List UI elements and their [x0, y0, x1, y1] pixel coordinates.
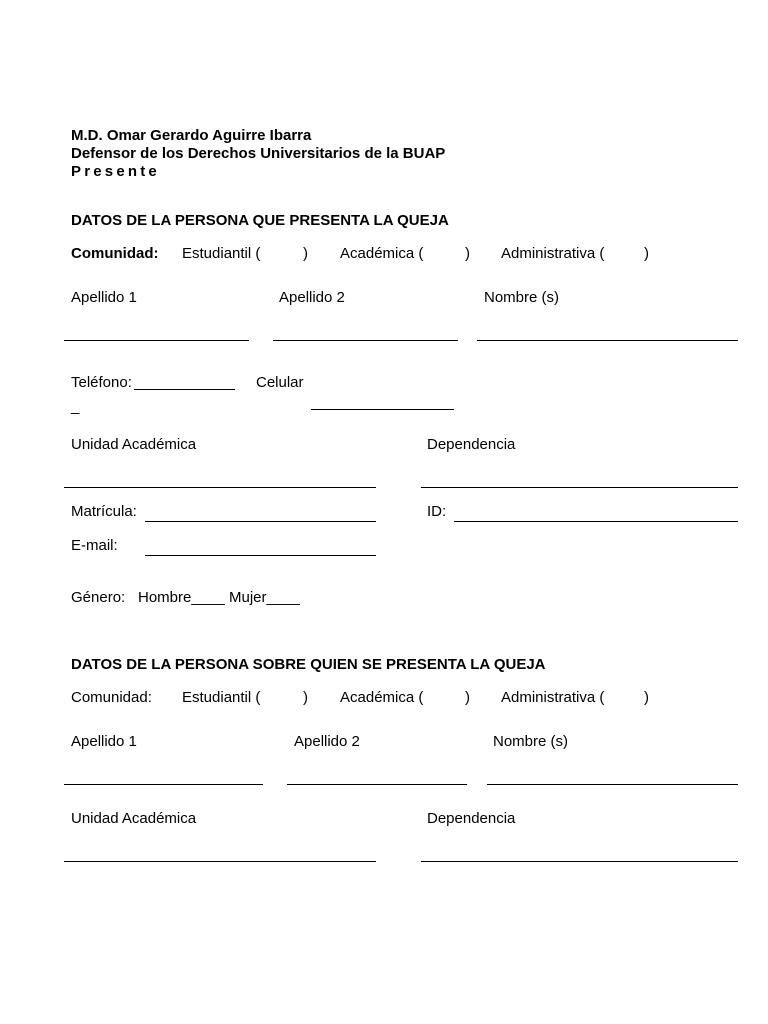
- section1-id-field[interactable]: [454, 521, 738, 522]
- section1-apellido2-field[interactable]: [273, 340, 458, 341]
- section1-mujer-option[interactable]: Mujer____: [229, 589, 300, 606]
- section1-dependencia-field[interactable]: [421, 487, 738, 488]
- section1-nombre-field[interactable]: [477, 340, 738, 341]
- section1-unidad-field[interactable]: [64, 487, 376, 488]
- section1-genero-label: Género:: [71, 589, 126, 606]
- section2-heading: DATOS DE LA PERSONA SOBRE QUIEN SE PRESENTA LA QUEJA: [71, 656, 546, 673]
- section2-option-academica[interactable]: Académica (: [340, 689, 424, 706]
- section1-hombre-option[interactable]: Hombre____: [138, 589, 225, 606]
- section2-apellido2-field[interactable]: [287, 784, 467, 785]
- section1-apellido2-label: Apellido 2: [279, 289, 345, 306]
- presente-label: Presente: [71, 163, 160, 180]
- section2-option-administrativa-close: ): [644, 689, 649, 706]
- section1-nombre-label: Nombre (s): [484, 289, 560, 306]
- section1-telefono-field[interactable]: [134, 389, 235, 390]
- section2-unidad-field[interactable]: [64, 861, 376, 862]
- section2-nombre-label: Nombre (s): [493, 733, 569, 750]
- section2-option-estudiantil[interactable]: Estudiantil (: [182, 689, 261, 706]
- recipient-name: M.D. Omar Gerardo Aguirre Ibarra: [71, 127, 312, 144]
- section1-matricula-label: Matrícula:: [71, 503, 137, 520]
- section1-email-label: E-mail:: [71, 537, 118, 554]
- section1-telefono-label: Teléfono:: [71, 374, 132, 391]
- section2-apellido2-label: Apellido 2: [294, 733, 360, 750]
- section1-option-academica[interactable]: Académica (: [340, 245, 424, 262]
- section2-option-academica-close: ): [465, 689, 470, 706]
- section2-option-administrativa[interactable]: Administrativa (: [501, 689, 605, 706]
- section1-dash: _: [71, 398, 80, 415]
- section2-apellido1-field[interactable]: [64, 784, 263, 785]
- section1-option-estudiantil-close: ): [303, 245, 308, 262]
- section1-option-estudiantil[interactable]: Estudiantil (: [182, 245, 261, 262]
- section1-apellido1-field[interactable]: [64, 340, 249, 341]
- section1-apellido1-label: Apellido 1: [71, 289, 137, 306]
- section1-comunidad-label: Comunidad:: [71, 245, 159, 262]
- section1-id-label: ID:: [427, 503, 447, 520]
- section2-option-estudiantil-close: ): [303, 689, 308, 706]
- section1-celular-field[interactable]: [311, 409, 454, 410]
- section2-apellido1-label: Apellido 1: [71, 733, 137, 750]
- section1-heading: DATOS DE LA PERSONA QUE PRESENTA LA QUEJA: [71, 212, 449, 229]
- section2-nombre-field[interactable]: [487, 784, 738, 785]
- section2-comunidad-label: Comunidad:: [71, 689, 152, 706]
- section2-dependencia-field[interactable]: [421, 861, 738, 862]
- section1-matricula-field[interactable]: [145, 521, 376, 522]
- section1-email-field[interactable]: [145, 555, 376, 556]
- section2-dependencia-label: Dependencia: [427, 810, 516, 827]
- section1-option-administrativa[interactable]: Administrativa (: [501, 245, 605, 262]
- section1-dependencia-label: Dependencia: [427, 436, 516, 453]
- section1-option-academica-close: ): [465, 245, 470, 262]
- recipient-title: Defensor de los Derechos Universitarios de la BUAP: [71, 145, 446, 162]
- section1-celular-label: Celular: [256, 374, 304, 391]
- section1-unidad-label: Unidad Académica: [71, 436, 197, 453]
- section2-unidad-label: Unidad Académica: [71, 810, 197, 827]
- section1-option-administrativa-close: ): [644, 245, 649, 262]
